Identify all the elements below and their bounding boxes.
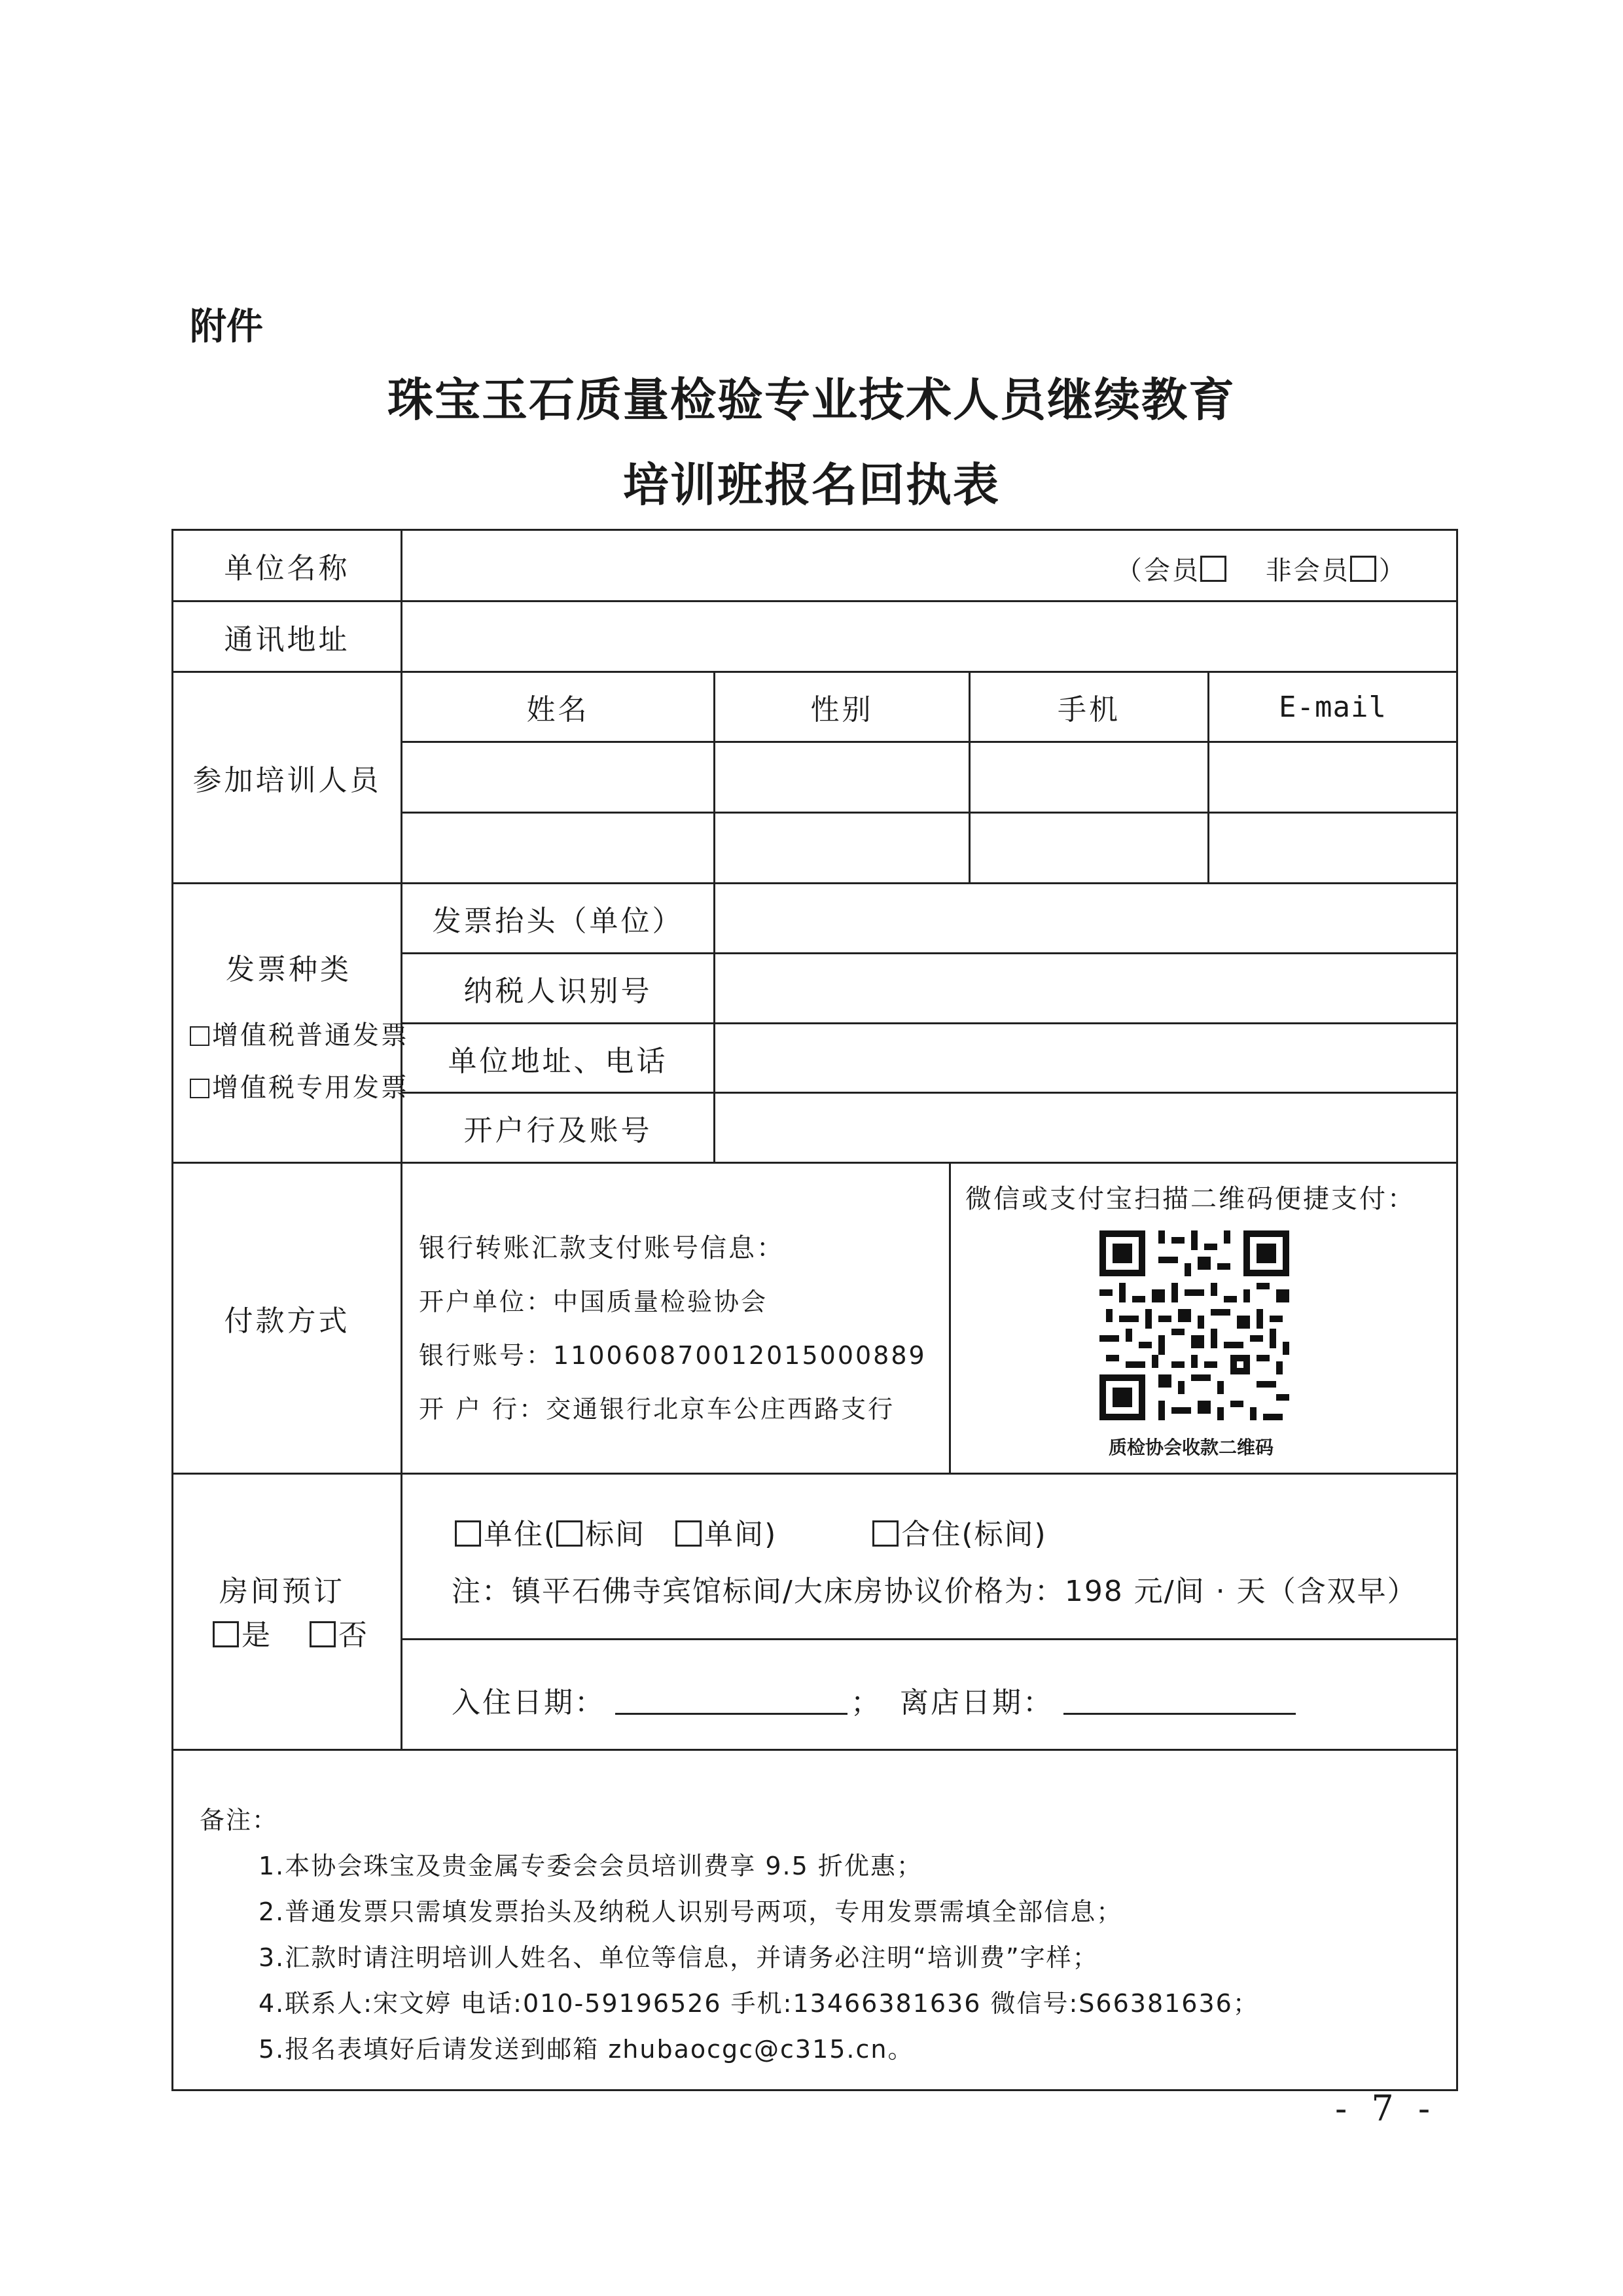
note-item: 1.本协会珠宝及贵金属专委会会员培训费享 9.5 折优惠； <box>259 1852 923 1880</box>
payment-label: 付款方式 <box>224 1304 350 1338</box>
note-item: 3.汇款时请注明培训人姓名、单位等信息，并请务必注明“培训费”字样； <box>259 1943 1099 1972</box>
standard-label: 标间 <box>585 1518 646 1551</box>
bank-account-field[interactable] <box>715 1094 1456 1162</box>
room-price-note: 注：镇平石佛寺宾馆标间/大床房协议价格为：198 元/间 · 天（含双早） <box>452 1575 1418 1608</box>
checkin-date-field[interactable] <box>615 1713 847 1715</box>
payment-qr-code-icon <box>1099 1230 1289 1420</box>
room-no-label: 否 <box>338 1619 369 1652</box>
notes-title: 备注： <box>200 1806 279 1835</box>
qr-prompt: 微信或支付宝扫描二维码便捷支付： <box>965 1184 1416 1214</box>
attachment-label: 附件 <box>190 306 263 348</box>
nonmember-checkbox[interactable] <box>1350 556 1376 582</box>
bank-info-title: 银行转账汇款支付账号信息： <box>419 1233 785 1263</box>
room-yes-checkbox[interactable] <box>213 1621 239 1647</box>
invoice-type-label: 发票种类 <box>226 953 351 986</box>
single-room-checkbox[interactable] <box>675 1520 702 1547</box>
col-name-header: 姓名 <box>526 693 590 726</box>
checkout-date-field[interactable] <box>1063 1713 1296 1715</box>
single-room-label: 单间) <box>704 1518 777 1551</box>
col-email-header: E-mail <box>1279 690 1387 724</box>
room-booking-label: 房间预订 <box>219 1575 345 1608</box>
col-phone-header: 手机 <box>1058 693 1120 726</box>
shared-label: 合住(标间) <box>901 1518 1047 1551</box>
room-no-checkbox[interactable] <box>310 1621 336 1647</box>
close-paren: ） <box>1378 556 1407 586</box>
invoice-title-label: 发票抬头（单位） <box>432 905 684 938</box>
bank-account-number: 银行账号：110060870012015000889 <box>419 1341 927 1370</box>
address-field[interactable] <box>402 602 1456 671</box>
invoice-title-field[interactable] <box>715 884 1456 952</box>
checkin-label: 入住日期： <box>452 1686 605 1719</box>
date-separator: ； <box>851 1686 882 1719</box>
unit-name-label: 单位名称 <box>224 552 350 585</box>
bank-account-label: 开户行及账号 <box>463 1114 652 1147</box>
invoice-normal-checkbox[interactable] <box>190 1026 209 1046</box>
membership-options <box>1116 550 1407 587</box>
page-number: - 7 - <box>1335 2088 1437 2129</box>
room-yes-no <box>213 1611 369 1653</box>
participant-1-phone[interactable] <box>971 743 1207 812</box>
bank-branch: 开 户 行：交通银行北京车公庄西路支行 <box>419 1395 895 1424</box>
qr-caption: 质检协会收款二维码 <box>1108 1437 1274 1458</box>
participant-1-email[interactable] <box>1209 743 1456 812</box>
form-title-line2: 培训班报名回执表 <box>623 457 1000 512</box>
participant-2-phone[interactable] <box>971 814 1207 882</box>
member-label: （会员 <box>1116 556 1200 586</box>
participant-1-name[interactable] <box>402 743 713 812</box>
checkout-label: 离店日期： <box>900 1686 1054 1719</box>
invoice-special-label: 增值税专用发票 <box>212 1073 409 1103</box>
participant-2-gender[interactable] <box>715 814 969 882</box>
note-item: 4.联系人:宋文婷 电话:010-59196526 手机:13466381636 微信号:S66381636； <box>259 1989 1259 2018</box>
taxpayer-id-field[interactable] <box>715 954 1456 1022</box>
form-title-line1: 珠宝玉石质量检验专业技术人员继续教育 <box>387 372 1236 427</box>
single-checkbox[interactable] <box>455 1520 481 1547</box>
note-item: 5.报名表填好后请发送到邮箱 zhubaocgc@c315.cn。 <box>259 2035 914 2064</box>
col-gender-header: 性别 <box>810 693 874 726</box>
note-item: 2.普通发票只需填发票抬头及纳税人识别号两项，专用发票需填全部信息； <box>259 1897 1123 1926</box>
participant-2-email[interactable] <box>1209 814 1456 882</box>
invoice-special-checkbox[interactable] <box>190 1079 209 1098</box>
member-checkbox[interactable] <box>1200 556 1226 582</box>
unit-address-phone-field[interactable] <box>715 1024 1456 1092</box>
address-label: 通讯地址 <box>224 622 350 656</box>
participants-label: 参加培训人员 <box>192 764 382 797</box>
taxpayer-id-label: 纳税人识别号 <box>463 975 652 1008</box>
participant-2-name[interactable] <box>402 814 713 882</box>
invoice-special-option <box>190 1067 409 1104</box>
room-yes-label: 是 <box>241 1619 272 1652</box>
shared-checkbox[interactable] <box>872 1520 899 1547</box>
standard-checkbox[interactable] <box>556 1520 582 1547</box>
invoice-normal-label: 增值税普通发票 <box>212 1020 409 1050</box>
invoice-normal-option <box>190 1014 409 1052</box>
unit-address-phone-label: 单位地址、电话 <box>448 1044 668 1078</box>
nonmember-label: 非会员 <box>1265 556 1350 586</box>
participant-1-gender[interactable] <box>715 743 969 812</box>
room-options <box>455 1511 1047 1552</box>
bank-unit: 开户单位：中国质量检验协会 <box>419 1287 768 1316</box>
single-label: 单住( <box>484 1518 557 1551</box>
